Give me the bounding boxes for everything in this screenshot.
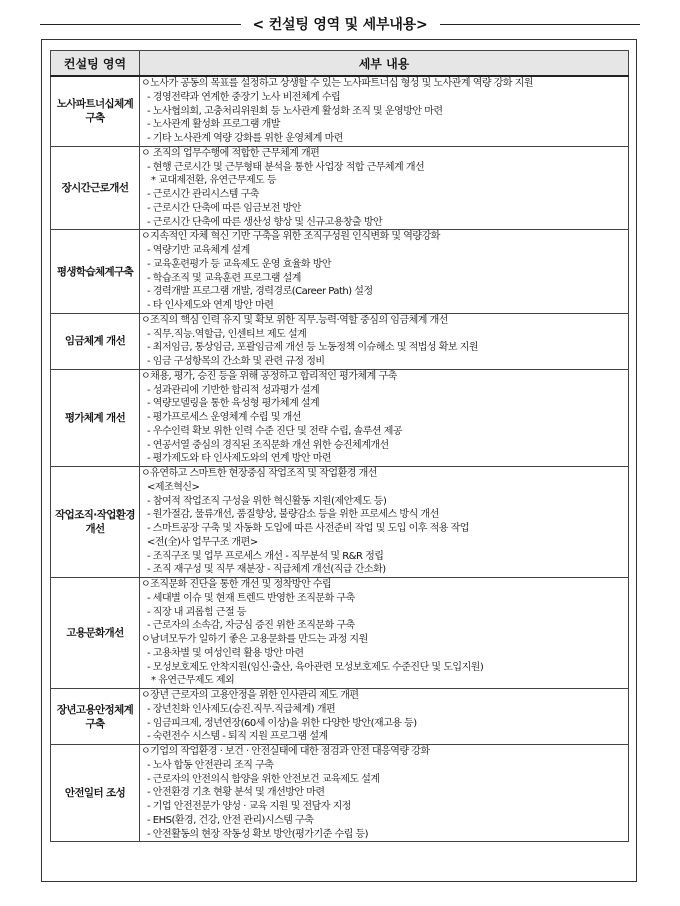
detail-line: - 직장 내 괴롭힘 근절 등 [147, 606, 246, 618]
detail-line: - 근로자의 안전의식 함양을 위한 안전보건 교육제도 설계 [147, 773, 380, 785]
detail-cell [140, 313, 629, 369]
detail-cell [140, 76, 629, 146]
detail-line: - 숙련전수 시스템 - 퇴직 지원 프로그램 설계 [147, 731, 328, 743]
detail-cell [140, 146, 629, 230]
detail-line: ㅇ기업의 작업환경 · 보건 · 안전실태에 대한 점검과 안전 대응역량 강화 [141, 746, 430, 757]
area-cell: 장시간근로개선 [51, 146, 140, 230]
detail-cell [140, 578, 629, 689]
detail-line: ㅇ조직의 핵심 인력 유지 및 확보 위한 직무.능력·역할 중심의 임금체계 개선 [141, 314, 448, 326]
detail-line: - 최저임금, 통상임금, 포괄임금제 개선 등 노동정책 이슈해소 및 적법성 확보 지원 [147, 342, 479, 354]
detail-line: - 경력개발 프로그램 개발, 경력경로(Career Path) 설정 [147, 286, 373, 298]
section-title: < 컨설팅 영역 및 세부내용> [252, 17, 428, 33]
table-row [51, 369, 629, 466]
detail-line: ㅇ조직문화 진단을 통한 개선 및 정착방안 수립 [141, 579, 332, 590]
detail-cell [140, 230, 629, 314]
detail-line: - 임금피크제, 정년연장(60세 이상)을 위한 다양한 방안(재고용 등) [147, 717, 417, 729]
detail-line: - 교육훈련평가 등 교육제도 운영 효율화 방안 [147, 258, 332, 270]
table-row [51, 578, 629, 689]
detail-line: ㅇ 조직의 업무수행에 적합한 근무체계 개편 [141, 147, 320, 159]
header-area: 컨설팅 영역 [51, 51, 140, 77]
title-rule-right [440, 24, 641, 25]
detail-line: - 고용차별 및 여성인력 활용 방안 마련 [147, 647, 304, 659]
detail-line: <제조혁신> [147, 481, 200, 493]
detail-line: * 유연근무제도 제외 [151, 675, 235, 687]
detail-line: - 평가프로세스 운영체계 수립 및 개선 [147, 412, 301, 423]
detail-cell [140, 369, 629, 466]
detail-line: - 스마트공장 구축 및 자동화 도입에 따른 사전준비 작업 및 도입 이후 적용 작업 [147, 523, 469, 534]
detail-line: - 현행 근로시간 및 근무형태 분석을 통한 사업장 적합 근무체계 개선 [147, 161, 425, 173]
detail-line: - 역량기반 교육체계 설계 [147, 245, 250, 256]
area-cell: 평가체계 개선 [51, 369, 140, 466]
detail-line: - EHS(환경, 건강, 안전 관리)시스템 구축 [147, 814, 314, 826]
detail-line: ㅇ장년 근로자의 고용안정을 위한 인사관리 제도 개편 [141, 690, 359, 701]
title-rule-left [40, 24, 241, 25]
detail-line: <전(全)사 업무구조 개편> [147, 536, 258, 548]
area-cell: 작업조직·작업환경개선 [51, 467, 140, 578]
detail-line: - 모성보호제도 안착지원(임신·출산, 육아관련 모성보호제도 수준진단 및 도입지원) [147, 661, 484, 673]
area-cell: 고용문화개선 [51, 578, 140, 689]
detail-line: - 역량모델링을 통한 육성형 평가체계 설계 [147, 398, 320, 410]
detail-line: - 조직 재구성 및 직무 재분장 - 직급체계 개선(직급 간소화) [147, 564, 386, 576]
detail-line: - 장년친화 인사제도(승진.직무.직급체계) 개편 [147, 703, 336, 715]
detail-cell [140, 745, 629, 842]
detail-line: - 근로시간 관리시스템 구축 [147, 189, 259, 200]
detail-line: - 근로시간 단축에 따른 임금보전 방안 [147, 202, 301, 214]
detail-line: - 경영전략과 연계한 중장기 노사 비전체계 수립 [147, 91, 341, 103]
section-title-row [40, 10, 640, 38]
detail-line: - 타 인사제도와 연계 방안 마련 [147, 300, 274, 311]
detail-line: - 근로자의 소속감, 자긍심 증진 위한 조직문화 구축 [147, 620, 355, 632]
detail-line: - 평가제도와 타 인사제도와의 연계 방안 마련 [147, 453, 332, 465]
detail-line: ㅇ유연하고 스마트한 현장중심 작업조직 및 작업환경 개선 [141, 468, 377, 479]
detail-line: ㅇ노사가 공동의 목표를 설정하고 상생할 수 있는 노사파트너십 형성 및 노사관계 역량 강화 지원 [141, 78, 534, 89]
detail-line: - 학습조직 및 교육훈련 프로그램 설계 [147, 272, 301, 284]
table-row [51, 76, 629, 146]
detail-line: - 근로시간 단축에 따른 생산성 향상 및 신규고용창출 방안 [147, 216, 383, 228]
table-row [51, 745, 629, 842]
detail-line: - 원가절감, 물류개선, 품질향상, 불량감소 등을 위한 프로세스 방식 개선 [147, 509, 439, 521]
area-cell: 임금체계 개선 [51, 313, 140, 369]
detail-line: - 안전환경 기초 현황 분석 및 개선방안 마련 [147, 787, 325, 799]
detail-line: - 안전활동의 현장 작동성 확보 방안(평가기준 수립 등) [147, 828, 369, 840]
detail-cell [140, 689, 629, 745]
detail-line: - 노사협의회, 고충처리위원회 등 노사관계 활성화 조직 및 운영방안 마련 [147, 105, 443, 117]
table-body [51, 76, 629, 842]
detail-line: - 직무.직능.역할급, 인센티브 제도 설계 [147, 328, 307, 340]
detail-line: - 임금 구성항목의 간소화 및 관련 규정 정비 [147, 356, 325, 367]
area-cell: 평생학습체계구축 [51, 230, 140, 314]
area-cell: 노사파트너십체계 구축 [51, 76, 140, 146]
detail-line: - 노사 합동 안전관리 조직 구축 [147, 759, 274, 771]
area-cell: 안전일터 조성 [51, 745, 140, 842]
detail-line: ㅇ지속적인 자체 혁신 기반 구축을 위한 조직구성원 인식변화 및 역량강화 [141, 231, 440, 243]
table-row [51, 689, 629, 745]
detail-line: - 노사관계 활성화 프로그램 개발 [147, 119, 280, 131]
table-header-row [51, 51, 629, 77]
table-row [51, 467, 629, 578]
detail-line: - 우수인력 확보 위한 인력 수준 진단 및 전략 수립, 솔루션 제공 [147, 425, 403, 437]
detail-line: - 기업 안전전문가 양성 · 교육 지원 및 전담자 지정 [147, 801, 351, 812]
detail-line: ㅇ채용, 평가, 승진 등을 위해 공정하고 합리적인 평가체계 구축 [141, 370, 397, 382]
consulting-table [50, 50, 629, 842]
detail-line: - 세대별 이슈 및 현재 트렌드 반영한 조직문화 구축 [147, 592, 355, 604]
detail-line: - 참여적 작업조직 구성을 위한 혁신활동 지원(제안제도 등) [147, 495, 387, 507]
detail-line: - 기타 노사관계 역량 강화를 위한 운영체계 마련 [147, 133, 343, 144]
detail-line: - 연공서열 중심의 경직된 조직문화 개선 위한 승진체계개선 [147, 439, 389, 451]
detail-line: - 조직구조 및 업무 프로세스 개선 - 직무분석 및 R&R 정립 [147, 550, 384, 562]
detail-line: * 교대제전환, 유연근무제도 등 [151, 175, 277, 187]
detail-cell [140, 467, 629, 578]
table-row [51, 313, 629, 369]
area-cell: 장년고용안정체계구축 [51, 689, 140, 745]
header-detail: 세부 내용 [140, 51, 629, 77]
table-row [51, 230, 629, 314]
detail-line: - 성과관리에 기반한 합리적 성과평가 설계 [147, 384, 320, 396]
detail-line: ㅇ남녀모두가 일하기 좋은 고용문화를 만드는 과정 지원 [141, 634, 368, 645]
table-row [51, 146, 629, 230]
